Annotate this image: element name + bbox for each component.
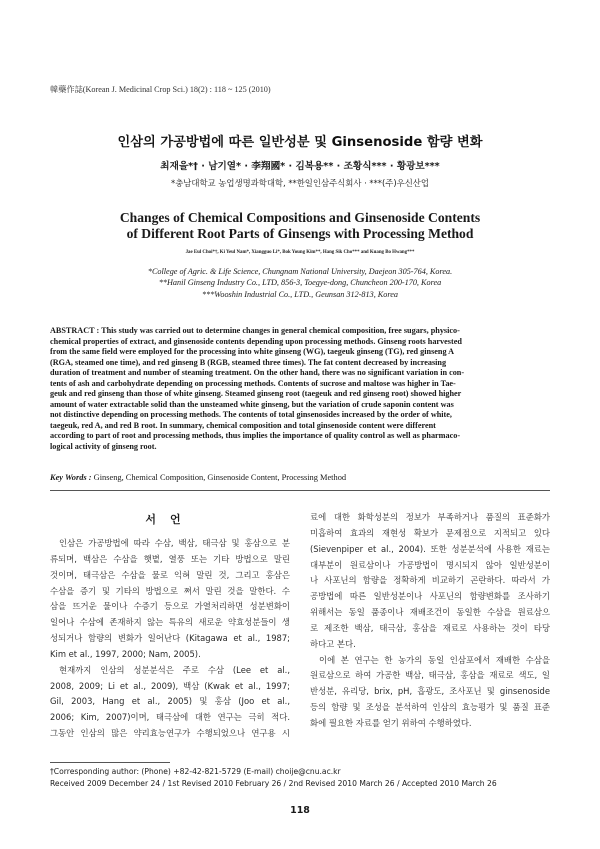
english-authors: Jae Eul Choi*†, Ki Yeul Nam*, Xiangguo Li*, Bok Young Kim**, Hang Sik Cho*** and Kuang Bo Hwang*** — [185, 250, 415, 255]
page-number: 118 — [290, 805, 310, 816]
section-heading-introduction: 서언 — [145, 513, 195, 526]
footnote-divider — [50, 762, 170, 763]
keywords-text: Ginseng, Chemical Composition, Ginsenoside Content, Processing Method — [91, 473, 347, 482]
keywords — [50, 473, 346, 482]
korean-affiliations: *충남대학교 농업생명과학대학, **한일인삼주식회사 · ***(주)우신산업 — [171, 178, 429, 188]
abstract-line: logical activity of ginseng root. — [50, 442, 157, 452]
body-line: 그동안 인삼의 많은 약리효능연구가 수행되었으나 연구용 시 — [50, 728, 290, 739]
body-column-left — [50, 536, 290, 742]
divider — [50, 490, 550, 491]
abstract-line: according to part of root and processing methods, thus implies the importance of quality control as well as pharmaco- — [50, 431, 461, 441]
abstract-line: geuk and red ginseng than those of white ginseng. Steamed ginseng root (taegeuk and red ginseng root) showed higher — [50, 389, 462, 399]
footnote-correspondence: †Corresponding author: (Phone) +82-42-821-5729 (E-mail) choije@cnu.ac.kr — [50, 767, 341, 776]
body-line: 화에 필요한 자료를 얻기 위하여 수행하였다. — [310, 717, 472, 728]
body-line: 료에 대한 화학성분의 정보가 부족하거나 품질의 표준화가 — [310, 512, 550, 522]
body-line: 현재까지 인삼의 성분분석은 주로 수삼 (Lee et al., — [59, 664, 290, 675]
abstract-line: taegeuk, red A, and red B root. In summary, chemical composition and total ginsenoside content were different — [50, 420, 436, 430]
body-line: 인삼은 가공방법에 따라 수삼, 백삼, 태극삼 및 홍삼으로 분 — [59, 538, 290, 548]
affiliation-line: **Hanil Ginseng Industry Co., LTD, 856-3, Toegye-dong, Chuncheon 200-170, Korea — [158, 278, 442, 288]
abstract-line: not distinctive depending on processing methods. The contents of total ginsenosides increased by the order of white, — [50, 410, 452, 420]
body-line: 일어나 수삼에 존재하지 않는 특유의 새로운 약효성분들이 생 — [50, 617, 290, 628]
english-affiliations — [0, 266, 600, 300]
abstract-line: ABSTRACT : This study was carried out to determine changes in general chemical composition, free sugars, physico- — [50, 326, 460, 335]
korean-title: 인삼의 가공방법에 따른 일반성분 및 Ginsenoside 함량 변화 — [117, 135, 483, 150]
english-title-line: Changes of Chemical Compositions and Ginsenoside Contents — [119, 210, 481, 225]
body-line: 미흡하여 효과의 재현성 확보가 문제점으로 지적되고 있다 — [310, 527, 550, 538]
journal-header: 韓藥作誌(Korean J. Medicinal Crop Sci.) 18(2) : 118 ~ 125 (2010) — [50, 85, 271, 94]
english-title-line: of Different Root Parts of Ginsengs with Processing Method — [126, 226, 474, 241]
body-line: 것이며, 태극삼은 수삼을 물로 익혀 말린 것, 그리고 홍삼은 — [50, 569, 290, 580]
body-line: Gil, 2003, Hang et al., 2005) 및 홍삼 (Joo et al., — [50, 696, 290, 707]
keywords-label: Key Words : — [50, 473, 92, 482]
body-line: 대부분이 원료삼이나 가공방법이 명시되지 않아 일반성분이 — [310, 559, 550, 570]
affiliation-line: ***Wooshin Industrial Co., LTD., Geunsan 312-813, Korea — [202, 289, 398, 299]
body-line: 삼을 뜨거운 물이나 수증기 등으로 가열처리하면 성분변화이 — [50, 601, 290, 612]
body-line: (Sievenpiper et al., 2004). 또한 성분분석에 사용한 재료는 — [310, 543, 550, 554]
body-line: 로 제조한 백삼, 태극삼, 홍삼을 재료로 사용하는 것이 타당 — [310, 622, 550, 633]
korean-authors: 최재을*† · 남기열* · 李翔國* · 김복용** · 조황식*** · 황광보*** — [160, 161, 440, 172]
body-line: Kim et al., 1997, 2000; Nam, 2005). — [50, 648, 201, 659]
body-line: 2008, 2009; Li et al., 2009), 백삼 (Kwak et al., 1997; — [50, 680, 290, 691]
body-line: 수삼을 증기 및 기타의 방법으로 쪄서 말린 것을 말한다. 수 — [50, 585, 290, 596]
body-line: 위해서는 동일 품종이나 재배조건이 동일한 수삼을 원료삼으 — [310, 607, 550, 618]
body-line: 2006; Kim, 2007)이며, 태극삼에 대한 연구는 극히 적다. — [50, 712, 290, 723]
footnote-received: Received 2009 December 24 / 1st Revised 2010 February 26 / 2nd Revised 2010 March 26 / Accepted 2010 March 26 — [50, 779, 497, 788]
abstract-line: from the same field were employed for the processing into white ginseng (WG), taegeuk ginseng (TG), red ginseng A — [50, 347, 455, 357]
abstract-line: amount of water extractable solid than the unsteamed white ginseng, but the variation of crude saponin content was — [50, 399, 454, 409]
abstract-line: duration of treatment and number of steaming treatment. On the other hand, there was no significant variation in con- — [50, 368, 465, 378]
body-line: 이에 본 연구는 한 농가의 동일 인삼포에서 재배한 수삼을 — [319, 654, 550, 665]
body-line: 공방법에 따른 일반성분이나 사포닌의 함량변화를 조사하기 — [310, 591, 550, 602]
abstract-line: chemical properties of extract, and ginsenoside contents depending upon processing methods. Ginseng roots harvested — [50, 336, 462, 346]
body-line: 원료삼으로 하여 가공한 백삼, 태극삼, 홍삼을 재료로 색도, 일 — [310, 670, 550, 681]
body-line: 류되며, 백삼은 수삼을 햇볕, 열풍 또는 기타 방법으로 말린 — [50, 553, 290, 564]
english-title — [0, 210, 600, 242]
abstract — [50, 326, 550, 453]
body-column-right — [310, 510, 550, 732]
body-line: 나 사포닌의 함량을 정확하게 비교하기 곤란하다. 따라서 가 — [310, 575, 550, 586]
abstract-line: tents of ash and carbohydrate depending on processing methods. Contents of sucrose and maltose was higher in Tae- — [50, 378, 456, 388]
body-line: 성되거나 함량의 변화가 일어난다 (Kitagawa et al., 1987; — [50, 633, 290, 644]
body-line: 등의 함량 및 조성을 분석하여 인삼의 효능평가 및 품질 표준 — [310, 702, 550, 713]
body-line: 하다고 본다. — [310, 638, 356, 649]
body-line: 반성분, 유리당, brix, pH, 흡광도, 조사포닌 및 ginsenoside — [310, 686, 550, 697]
affiliation-line: *College of Agric. & Life Science, Chungnam National University, Daejeon 305-764, Korea. — [147, 267, 453, 276]
abstract-line: (RGA, steamed one time), and red ginseng B (RGB, steamed three times). The fat content decreased by increasing — [50, 357, 447, 367]
